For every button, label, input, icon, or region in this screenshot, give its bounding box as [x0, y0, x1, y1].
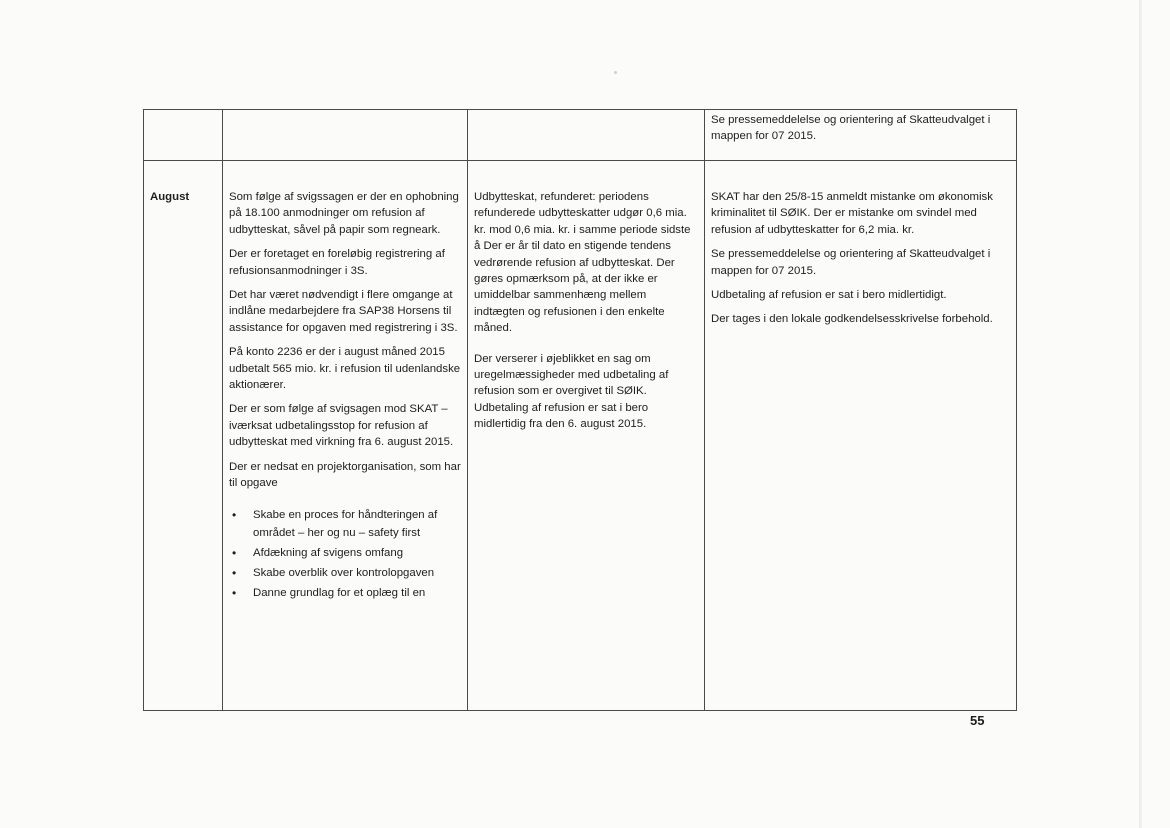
scan-edge-shadow — [1139, 0, 1142, 828]
bullet-icon: • — [232, 565, 237, 580]
bullet-icon: • — [232, 545, 237, 560]
scan-speck — [614, 71, 617, 74]
table-cell-notes — [705, 110, 1017, 161]
table-row — [144, 110, 1017, 161]
task-list — [229, 506, 461, 602]
table-cell-status — [223, 161, 468, 711]
table-cell-month — [144, 161, 223, 711]
table-cell-status — [223, 110, 468, 161]
status-paragraph: Der er nedsat en projektorganisation, som har til opgave — [229, 460, 461, 490]
table-cell-accounts — [468, 110, 705, 161]
list-item: • Afdækning af svigens omfang — [232, 545, 404, 560]
status-paragraph: Der er som følge af svigsagen mod SKAT – iværksat udbetalingsstop for refusion af udbytteskat med virkning fra 6. august 2015. — [229, 403, 454, 449]
accounts-paragraph: Der verserer i øjeblikket en sag om uregelmæssigheder med udbetaling af refusion som er overgivet til SØIK. Udbetaling af refusion er sat i bero midlertidig fra den 6. august 2015. — [474, 352, 669, 431]
bullet-icon: • — [232, 507, 237, 522]
page-number: 55 — [970, 713, 985, 728]
status-paragraph: Der er foretaget en foreløbig registrering af refusionsanmodninger i 3S. — [229, 248, 445, 277]
notes-paragraph: Udbetaling af refusion er sat i bero midlertidigt. — [711, 289, 947, 302]
list-item: • Danne grundlag for et oplæg til en — [232, 585, 426, 600]
status-paragraph: På konto 2236 er der i august måned 2015 udbetalt 565 mio. kr. i refusion til udenlandske aktionærer. — [229, 346, 461, 392]
table-row — [144, 161, 1017, 711]
status-paragraph: Som følge af svigssagen er der en ophobning på 18.100 anmodninger om refusion af udbytteskat, såvel på papir som regneark. — [229, 191, 459, 236]
month-label: August — [150, 191, 190, 203]
notes-paragraph: Se pressemeddelelse og orientering af Skatteudvalget i mappen for 07 2015. — [711, 114, 991, 143]
list-item: • Skabe en proces for håndteringen af området – her og nu – safety first — [232, 507, 438, 539]
notes-paragraph: SKAT har den 25/8-15 anmeldt mistanke om økonomisk kriminalitet til SØIK. Der er mistanke om svindel med refusion af udbytteskatter for 6,2 mia. kr. — [711, 191, 993, 236]
list-item: • Skabe overblik over kontrolopgaven — [232, 565, 435, 580]
report-table — [143, 109, 1017, 711]
status-paragraph: Det har været nødvendigt i flere omgange at indlåne medarbejdere fra SAP38 Horsens til assistance for opgaven med registrering i 3S. — [229, 289, 458, 334]
accounts-paragraph: Udbytteskat, refunderet: periodens refunderede udbytteskatter udgør 0,6 mia. kr. mod 0,6 mia. kr. i samme periode sidste å Der er år til dato en stigende tendens vedrørende refusion af udbytteskat. Der gøres opmærksom på, at der ikke er umiddelbar sammenhæng mellem indtægten og refusionen i den enkelte måned. — [474, 191, 691, 335]
table-cell-month — [144, 110, 223, 161]
table-cell-notes — [705, 161, 1017, 711]
table-cell-accounts — [468, 161, 705, 711]
notes-paragraph: Der tages i den lokale godkendelsesskrivelse forbehold. — [711, 313, 993, 326]
bullet-icon: • — [232, 585, 237, 600]
notes-paragraph: Se pressemeddelelse og orientering af Skatteudvalget i mappen for 07 2015. — [711, 248, 991, 277]
